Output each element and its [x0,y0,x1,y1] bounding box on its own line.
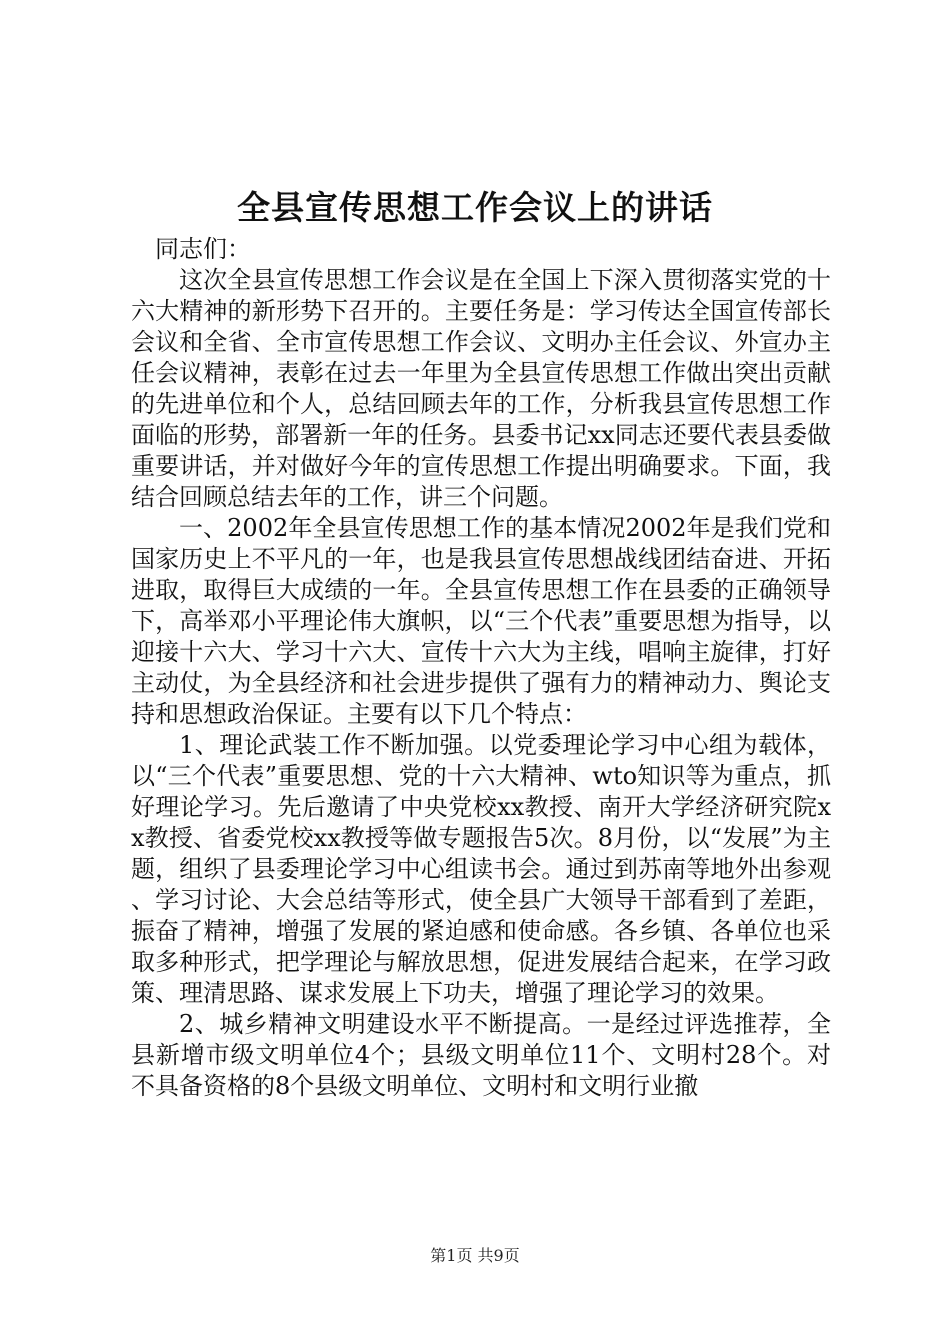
section-one-paragraph: 一、2002年全县宣传思想工作的基本情况2002年是我们党和国家历史上不平凡的一年，也是我县宣传思想战线团结奋进、开拓进取，取得巨大成绩的一年。全县宣传思想工作在县委的正确领导下，高举邓小平理论伟大旗帜，以“三个代表”重要思想为指导，以迎接十六大、学习十六大、宣传十六大为主线，唱响主旋律，打好主动仗，为全县经济和社会进步提供了强有力的精神动力、舆论支持和思想政治保证。主要有以下几个特点： [131,514,831,728]
document-body [131,234,831,1102]
page-number-footer: 第1页 共9页 [430,1246,520,1265]
point-two-paragraph: 2、城乡精神文明建设水平不断提高。一是经过评选推荐，全县新增市级文明单位4个；县级文明单位11个、文明村28个。对不具备资格的8个县级文明单位、文明村和文明行业撤 [131,1010,831,1100]
document-title: 全县宣传思想工作会议上的讲话 [237,188,713,227]
greeting-paragraph: 同志们： [155,235,251,263]
intro-paragraph: 这次全县宣传思想工作会议是在全国上下深入贯彻落实党的十六大精神的新形势下召开的。主要任务是：学习传达全国宣传部长会议和全省、全市宣传思想工作会议、文明办主任会议、外宣办主任会议精神，表彰在过去一年里为全县宣传思想工作做出突出贡献的先进单位和个人，总结回顾去年的工作，分析我县宣传思想工作面临的形势，部署新一年的任务。县委书记xx同志还要代表县委做重要讲话，并对做好今年的宣传思想工作提出明确要求。下面，我结合回顾总结去年的工作，讲三个问题。 [131,266,831,511]
point-one-paragraph: 1、理论武装工作不断加强。以党委理论学习中心组为载体，以“三个代表”重要思想、党的十六大精神、wto知识等为重点，抓好理论学习。先后邀请了中央党校xx教授、南开大学经济研究院xx教授、省委党校xx教授等做专题报告5次。8月份，以“发展”为主题，组织了县委理论学习中心组读书会。通过到苏南等地外出参观、学习讨论、大会总结等形式，使全县广大领导干部看到了差距，振奋了精神，增强了发展的紧迫感和使命感。各乡镇、各单位也采取多种形式，把学理论与解放思想，促进发展结合起来，在学习政策、理清思路、谋求发展上下功夫，增强了理论学习的效果。 [131,731,831,1007]
